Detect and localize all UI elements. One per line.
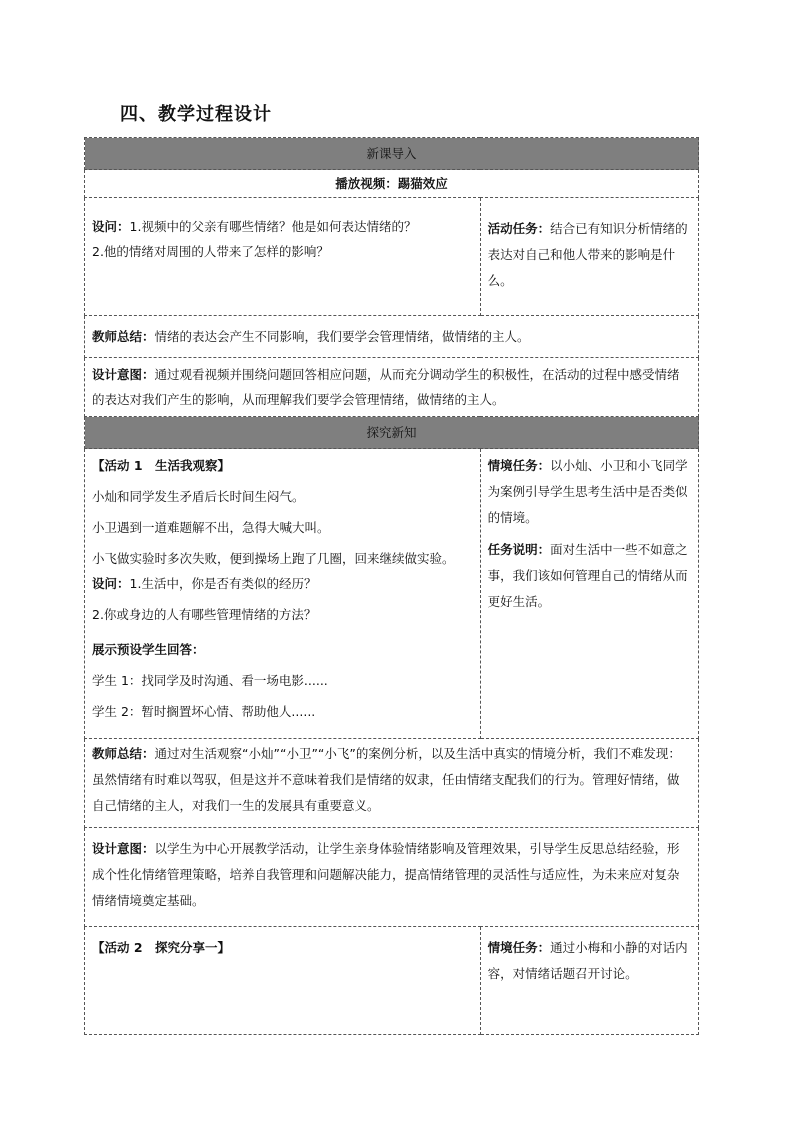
intent2-text: 以学生为中心开展教学活动，让学生亲身体验情绪影响及管理效果，引导学生反思总结经验，形成个性化情绪管理策略，培养自我管理和问题解决能力，提高情绪管理的灵活性与适应性，为未来应对复杂情绪情境奠定基础。 bbox=[92, 841, 680, 908]
lesson-table bbox=[84, 137, 699, 1035]
intent1-text: 通过观看视频并围绕问题回答相应问题，从而充分调动学生的积极性，在活动的过程中感受情绪的表达对我们产生的影响，从而理解我们要学会管理情绪，做情绪的主人。 bbox=[92, 367, 680, 407]
ask-question-2: 2.他的情绪对周围的人带来了怎样的影响？ bbox=[92, 244, 329, 259]
activity2-right-cell bbox=[480, 927, 698, 1035]
band-explore bbox=[85, 417, 699, 449]
summary2-cell bbox=[85, 739, 699, 828]
activity1-line-1: 小灿和同学发生矛盾后长时间生闷气。 bbox=[92, 489, 305, 504]
activity1-question-1: 1.生活中，你是否有类似的经历？ bbox=[129, 576, 317, 591]
situation-task-label: 情境任务： bbox=[487, 458, 551, 473]
intent1-cell bbox=[85, 358, 699, 417]
summary2-label: 教师总结： bbox=[92, 746, 155, 761]
activity2-task-label: 情境任务： bbox=[487, 940, 551, 955]
ask-question-1: 1.视频中的父亲有哪些情绪？他是如何表达情绪的？ bbox=[129, 219, 417, 234]
task-desc-label: 任务说明： bbox=[487, 542, 551, 557]
activity2-title: 【活动 2 探究分享一】 bbox=[92, 940, 231, 955]
ask-label: 设问： bbox=[92, 219, 130, 234]
activity1-line-3: 小飞做实验时多次失败，便到操场上跑了几圈，回来继续做实验。 bbox=[92, 551, 455, 566]
activity-task-text: 结合已有知识分析情绪的表达对自己和他人带来的影响是什么。 bbox=[487, 221, 688, 288]
activity1-row bbox=[85, 449, 699, 739]
video-cell bbox=[85, 170, 699, 198]
activity2-task-text: 通过小梅和小静的对话内容，对情绪话题召开讨论。 bbox=[487, 940, 688, 981]
video-row bbox=[85, 170, 699, 198]
activity1-right-cell bbox=[480, 449, 698, 739]
student-answer-1: 学生 1：找同学及时沟通、看一场电影...... bbox=[92, 673, 328, 688]
activity1-line-2: 小卫遇到一道难题解不出，急得大喊大叫。 bbox=[92, 520, 330, 535]
question-left-cell bbox=[85, 198, 481, 316]
intent2-cell bbox=[85, 828, 699, 927]
task-desc-text: 面对生活中一些不如意之事，我们该如何管理自己的情绪从而更好生活。 bbox=[487, 542, 688, 609]
situation-task-text: 以小灿、小卫和小飞同学为案例引导学生思考生活中是否类似的情境。 bbox=[487, 458, 688, 525]
summary2-text: 通过对生活观察“小灿”“小卫”“小飞”的案例分析，以及生活中真实的情境分析，我们不难发现：虽然情绪有时难以驾驭，但是这并不意味着我们是情绪的奴隶，任由情绪支配我们的行为。管理好情绪，做自己情绪的主人，对我们一生的发展具有重要意义。 bbox=[92, 746, 681, 813]
band-explore-cell: 探究新知 bbox=[85, 417, 699, 449]
activity1-ask-label: 设问： bbox=[92, 576, 130, 591]
student-answer-2: 学生 2：暂时搁置坏心情、帮助他人...... bbox=[92, 704, 316, 719]
summary2-row bbox=[85, 739, 699, 828]
intent2-row bbox=[85, 828, 699, 927]
summary1-cell bbox=[85, 316, 699, 358]
activity1-left-cell bbox=[85, 449, 481, 739]
activity1-question-2: 2.你或身边的人有哪些管理情绪的方法？ bbox=[92, 607, 317, 622]
intent1-row bbox=[85, 358, 699, 417]
summary1-text: 情绪的表达会产生不同影响，我们要学会管理情绪，做情绪的主人。 bbox=[154, 329, 530, 344]
question-row bbox=[85, 198, 699, 316]
activity1-title: 【活动 1 生活我观察】 bbox=[92, 458, 231, 473]
activity2-row bbox=[85, 927, 699, 1035]
activity2-left-cell bbox=[85, 927, 481, 1035]
summary1-label: 教师总结： bbox=[92, 329, 155, 344]
band-new-lesson bbox=[85, 138, 699, 170]
band-new-lesson-cell: 新课导入 bbox=[85, 138, 699, 170]
intent2-label: 设计意图： bbox=[92, 841, 155, 856]
activity-task-label: 活动任务： bbox=[487, 221, 551, 236]
summary1-row bbox=[85, 316, 699, 358]
video-label: 播放视频： bbox=[335, 176, 398, 191]
intent1-label: 设计意图： bbox=[92, 367, 155, 382]
question-right-cell bbox=[480, 198, 698, 316]
preset-answer-label: 展示预设学生回答： bbox=[92, 642, 205, 657]
video-title: 踢猫效应 bbox=[397, 176, 448, 191]
section-title: 四、教学过程设计 bbox=[120, 104, 272, 125]
